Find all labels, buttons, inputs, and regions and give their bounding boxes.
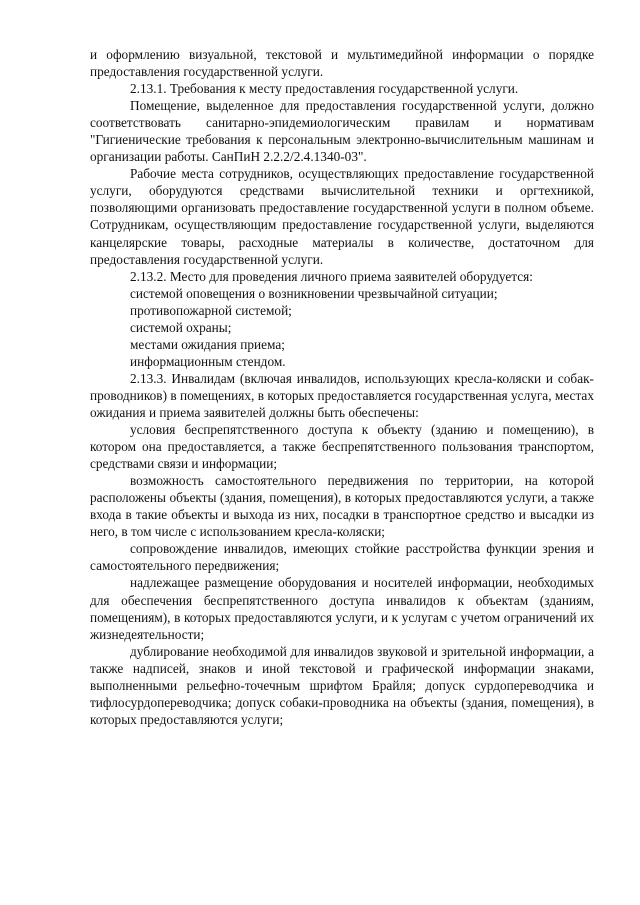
paragraph-duplication: дублирование необходимой для инвалидов звуковой и зрительной информации, а также надписей, знаков и иной текстовой и графической информации знаками, выполненными рельефно-точечным шрифтом Брайля; допуск сурдопереводчика и тифлосурдопереводчика; допуск собаки-проводника на объекты (здания, помещения), в которых предоставляются услуги; xyxy=(90,643,594,727)
list-item-security-system: системой охраны; xyxy=(130,319,232,335)
paragraph-movement: возможность самостоятельного передвижения по территории, на которой расположены объекты (здания, помещения), в которых предоставляются услуги, а также входа в такие объекты и выхода из них, посадки в транспортное средство и высадки из него, в том числе с использованием кресла-коляски; xyxy=(90,473,594,540)
paragraph-workplaces: Рабочие места сотрудников, осуществляющих предоставление государственной услуги, оборудуются средствами вычислительной техники и оргтехникой, позволяющими организовать предоставление государственной услуги в полном объеме. Сотрудникам, осуществляющим предоставление государственной услуги, выделяются канцелярские товары, расходные материалы в количестве, достаточном для предоставления государственной услуги. xyxy=(90,166,594,267)
paragraph-premises-requirements: Помещение, выделенное для предоставления государственной услуги, должно соответствовать санитарно-эпидемиологическим правилам и нормативам "Гигиенические требования к персональным электронно-вычислительным машинам и организации работы. СанПиН 2.2.2/2.4.1340-03". xyxy=(90,98,594,165)
list-item-waiting-areas: местами ожидания приема; xyxy=(130,336,285,352)
section-heading-2-13-2: 2.13.2. Место для проведения личного приема заявителей оборудуется: xyxy=(130,268,533,284)
list-item-fire-system: противопожарной системой; xyxy=(130,302,292,318)
paragraph-continuation: и оформлению визуальной, текстовой и мультимедийной информации о порядке предоставления государственной услуги. xyxy=(90,47,594,80)
document-page xyxy=(90,46,594,728)
paragraph-escort: сопровождение инвалидов, имеющих стойкие расстройства функции зрения и самостоятельного передвижения; xyxy=(90,541,594,574)
section-heading-2-13-1: 2.13.1. Требования к месту предоставления государственной услуги. xyxy=(130,81,519,97)
list-item-info-stand: информационным стендом. xyxy=(130,353,286,369)
paragraph-access-conditions: условия беспрепятственного доступа к объекту (зданию и помещению), в котором она предоставляется, а также беспрепятственного пользования транспортом, средствами связи и информации; xyxy=(90,422,594,472)
list-item-alert-system: системой оповещения о возникновении чрезвычайной ситуации; xyxy=(130,285,498,301)
section-heading-2-13-3: 2.13.3. Инвалидам (включая инвалидов, использующих кресла-коляски и собак-проводников) в помещениях, в которых предоставляется государственная услуга, местах ожидания и приема заявителей должны быть обеспечены: xyxy=(90,370,594,420)
paragraph-equipment-placement: надлежащее размещение оборудования и носителей информации, необходимых для обеспечения беспрепятственного доступа инвалидов к объектам (зданиям, помещениям), в которых предоставляются услуги, и к услугам с учетом ограничений их жизнедеятельности; xyxy=(90,575,594,642)
